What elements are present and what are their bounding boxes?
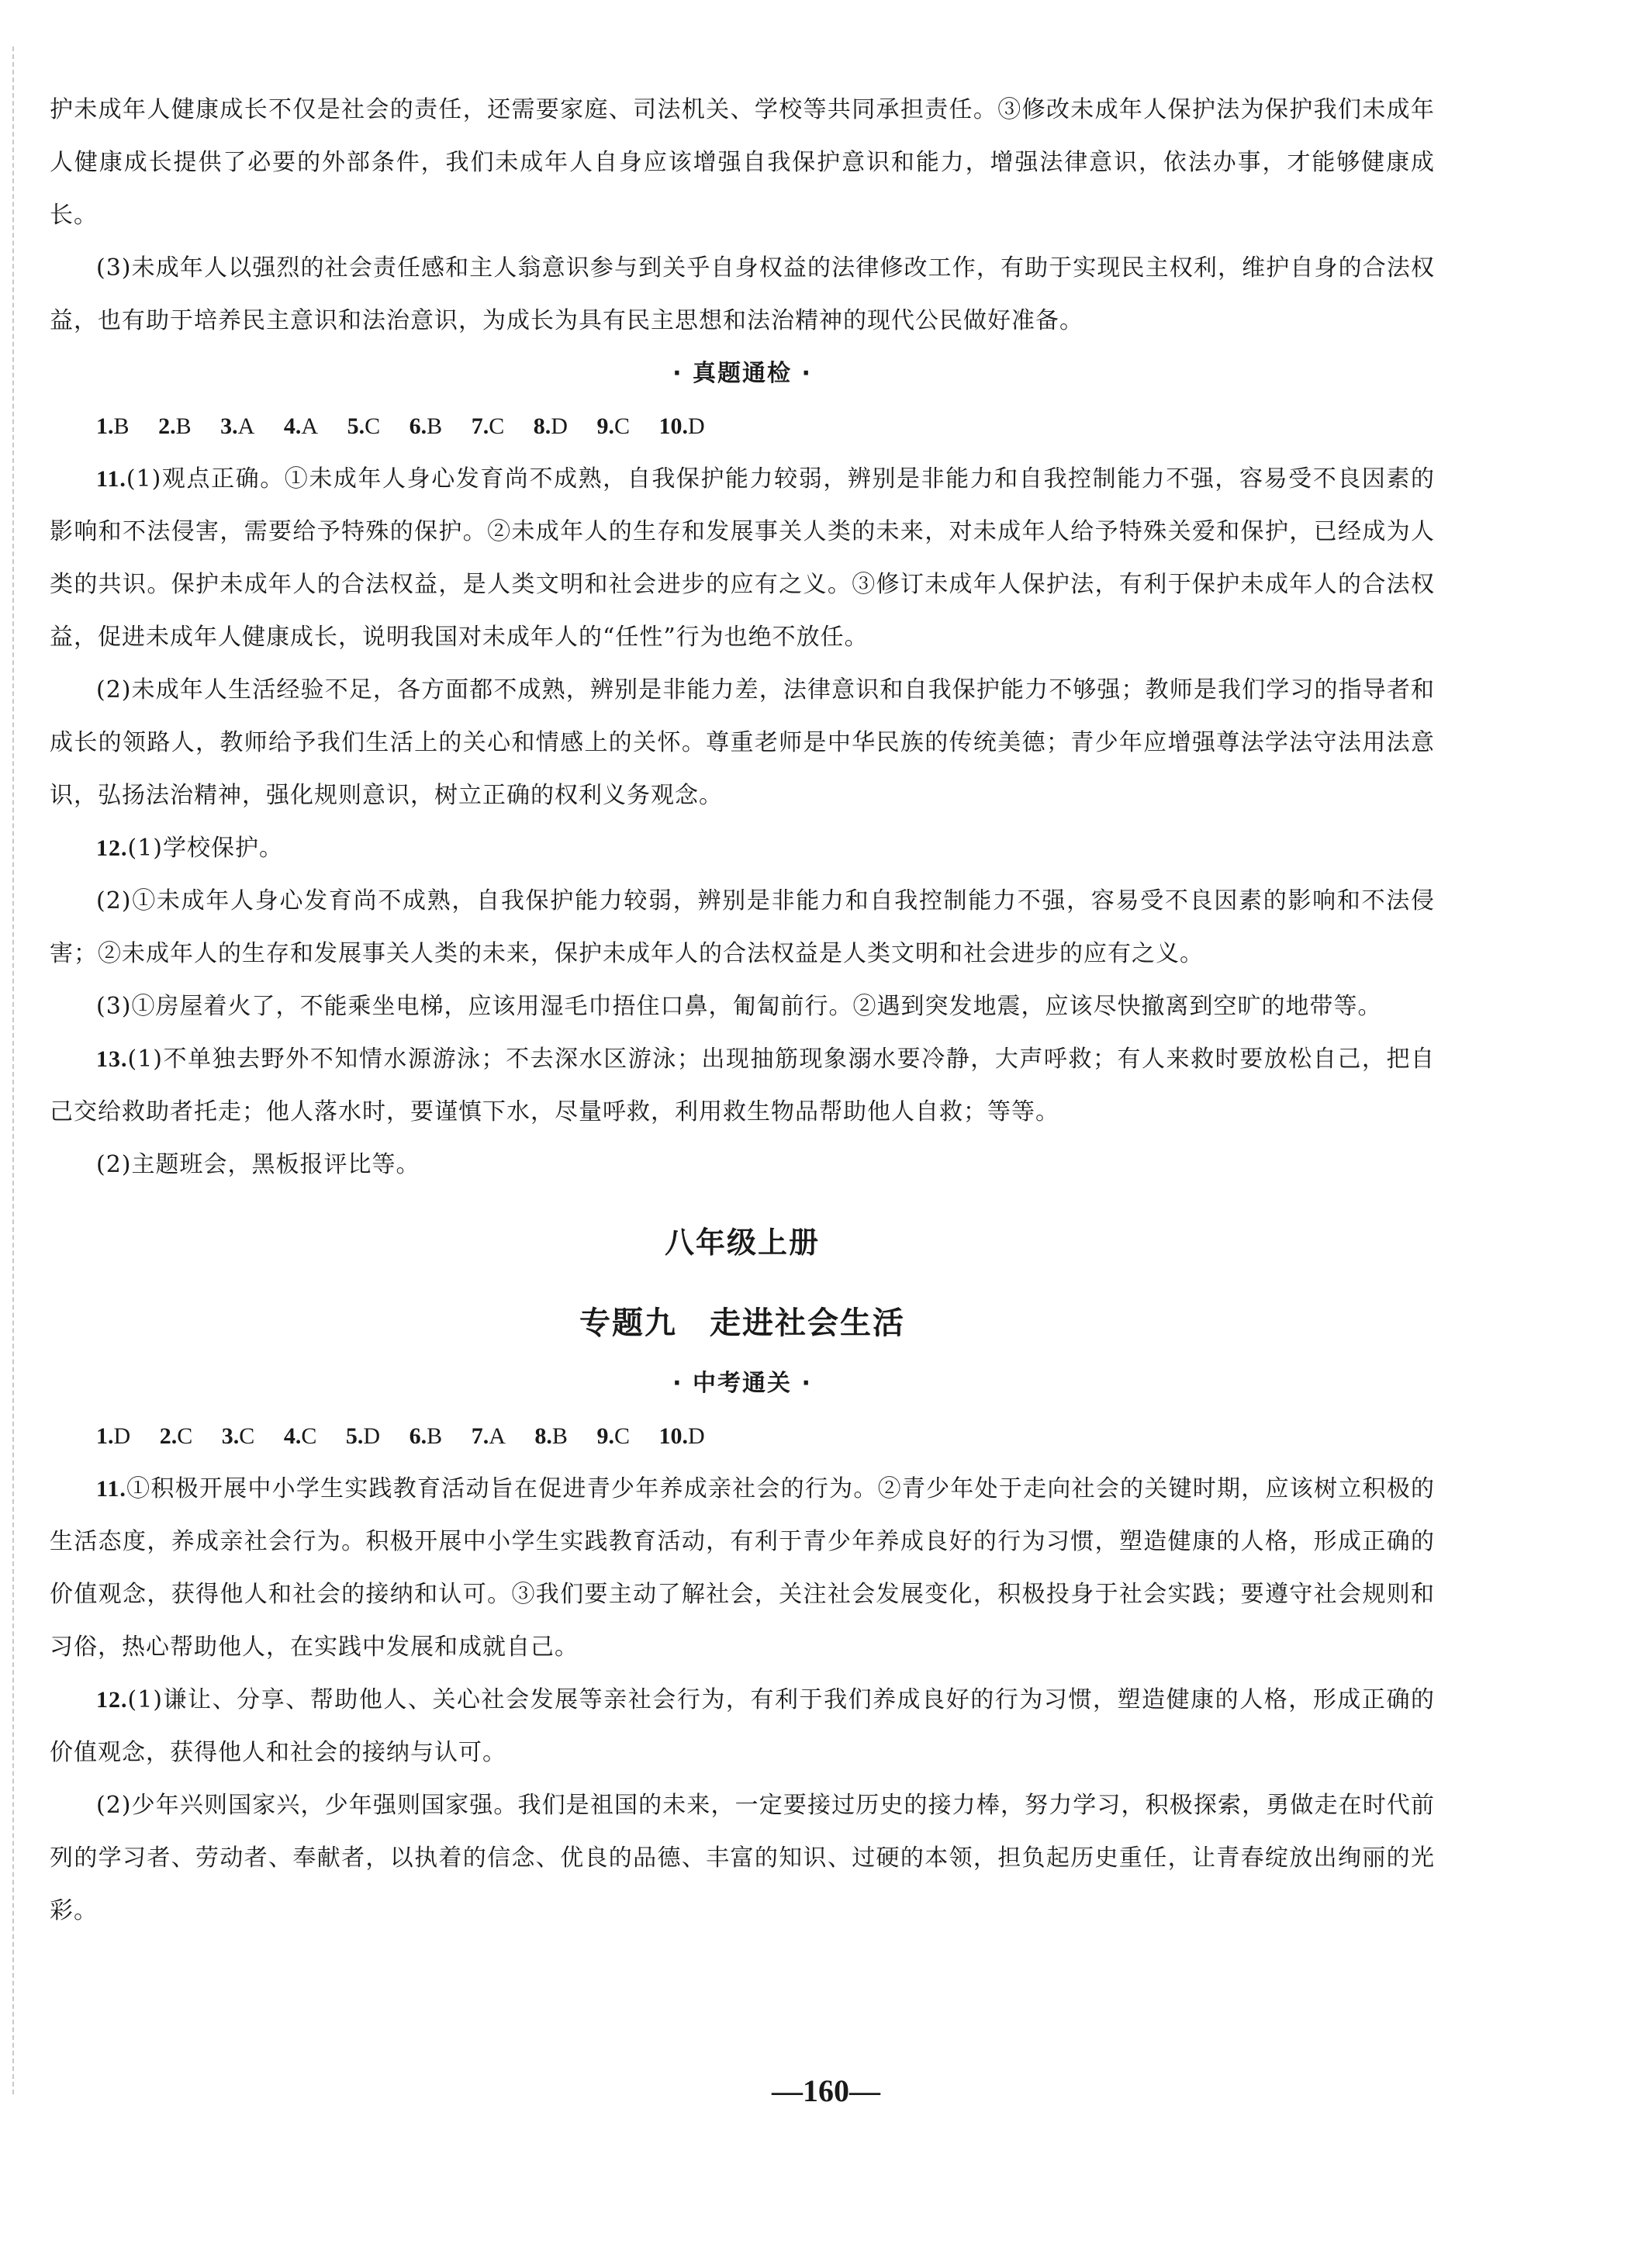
question-12-part1: 12.(1)学校保护。 (96, 835, 283, 862)
question-11-part1: 11.(1)观点正确。①未成年人身心发育尚不成熟，自我保护能力较弱，辨别是非能力和自我控制能力不强，容易受不良因素的影响和不法侵害，需要给予特殊的保护。②未成年人的生存和发展事关人类的未来，对未成年人给予特殊关爱和保护，已经成为人类的共识。保护未成年人的合法权益，是人类文明和社会进步的应有之义。③修订未成年人保护法，有利于保护未成年人的合法权益，促进未成年人健康成长，说明我国对未成年人的“任性”行为也绝不放任。 (50, 465, 1435, 651)
paragraph-continued: 护未成年人健康成长不仅是社会的责任，还需要家庭、司法机关、学校等共同承担责任。③修改未成年人保护法为保护我们未成年人健康成长提供了必要的外部条件，我们未成年人自身应该增强自我保护意识和能力，增强法律意识，依法办事，才能够健康成长。 (50, 96, 1435, 229)
question-13-part2: (2)主题班会，黑板报评比等。 (96, 1151, 420, 1178)
paragraph-q-part3: (3)未成年人以强烈的社会责任感和主人翁意识参与到关乎自身权益的法律修改工作，有助于实现民主权利，维护自身的合法权益，也有助于培养民主意识和法治意识，为成长为具有民主思想和法治精神的现代公民做好准备。 (50, 254, 1435, 334)
choice-answers-zhongkao (50, 1410, 1435, 1463)
zhongkao-question-12-part2: (2)少年兴则国家兴，少年强则国家强。我们是祖国的未来，一定要接过历史的接力棒，努力学习，积极探索，勇做走在时代前列的学习者、劳动者、奉献者，以执着的信念、优良的品德、丰富的知识、过硬的本领，担负起历史重任，让青春绽放出绚丽的光彩。 (50, 1792, 1435, 1924)
choice-answers-zhenti (50, 400, 1435, 453)
answer-item: 1.B (96, 413, 130, 439)
section-heading-zhongkao: · 中考通关 · (672, 1370, 812, 1397)
question-number: 13. (96, 1046, 128, 1072)
grade-title: 八年级上册 (664, 1226, 820, 1260)
question-12-part2: (2)①未成年人身心发育尚不成熟，自我保护能力较弱，辨别是非能力和自我控制能力不强，容易受不良因素的影响和不法侵害；②未成年人的生存和发展事关人类的未来，保护未成年人的合法权益是人类文明和社会进步的应有之义。 (50, 887, 1435, 967)
answer-item: 6.B (409, 413, 443, 439)
answer-item: 7.C (471, 413, 505, 439)
question-number: 12. (96, 835, 128, 861)
answer-item: 9.C (596, 1423, 630, 1449)
answer-item: 10.D (658, 1423, 705, 1449)
zhongkao-question-11: 11.①积极开展中小学生实践教育活动旨在促进青少年养成亲社会的行为。②青少年处于走向社会的关键时期，应该树立积极的生活态度，养成亲社会行为。积极开展中小学生实践教育活动，有利于青少年养成良好的行为习惯，塑造健康的人格，形成正确的价值观念，获得他人和社会的接纳和认可。③我们要主动了解社会，关注社会发展变化，积极投身于社会实践；要遵守社会规则和习俗，热心帮助他人，在实践中发展和成就自己。 (50, 1475, 1435, 1661)
margin-dashed-rule (12, 47, 14, 2094)
question-12-part3: (3)①房屋着火了，不能乘坐电梯，应该用湿毛巾捂住口鼻，匍匐前行。②遇到突发地震，应该尽快撤离到空旷的地带等。 (96, 993, 1382, 1020)
question-number: 12. (96, 1687, 128, 1713)
answer-item: 3.C (221, 1423, 255, 1449)
answer-item: 6.B (409, 1423, 443, 1449)
answer-item: 2.B (158, 413, 192, 439)
answer-item: 5.C (347, 413, 381, 439)
answer-item: 4.C (283, 1423, 317, 1449)
answer-item: 9.C (596, 413, 630, 439)
answer-item: 8.B (534, 1423, 568, 1449)
section-heading-zhenti: · 真题通检 · (672, 360, 812, 387)
page-number: —160— (772, 2073, 880, 2108)
question-11-part2: (2)未成年人生活经验不足，各方面都不成熟，辨别是非能力差，法律意识和自我保护能力不够强；教师是我们学习的指导者和成长的领路人，教师给予我们生活上的关心和情感上的关怀。尊重老师是中华民族的传统美德；青少年应增强尊法学法守法用法意识，弘扬法治精神，强化规则意识，树立正确的权利义务观念。 (50, 676, 1435, 809)
answer-item: 1.D (96, 1423, 131, 1449)
zhongkao-question-12-part1: 12.(1)谦让、分享、帮助他人、关心社会发展等亲社会行为，有利于我们养成良好的行为习惯，塑造健康的人格，形成正确的价值观念，获得他人和社会的接纳与认可。 (50, 1686, 1435, 1766)
question-number: 11. (96, 1476, 126, 1502)
answer-item: 4.A (283, 413, 319, 439)
answer-item: 7.A (471, 1423, 506, 1449)
question-13-part1: 13.(1)不单独去野外不知情水源游泳；不去深水区游泳；出现抽筋现象溺水要冷静，大声呼救；有人来救时要放松自己，把自己交给救助者托走；他人落水时，要谨慎下水，尽量呼救，利用救生物品帮助他人自救；等等。 (50, 1046, 1435, 1125)
answer-item: 3.A (220, 413, 255, 439)
answer-key-content (50, 84, 1435, 1938)
answer-item: 2.C (159, 1423, 193, 1449)
answer-item: 8.D (533, 413, 568, 439)
topic-title: 专题九 走进社会生活 (579, 1305, 905, 1341)
answer-item: 5.D (345, 1423, 381, 1449)
answer-item: 10.D (658, 413, 705, 439)
question-number: 11. (96, 466, 126, 492)
